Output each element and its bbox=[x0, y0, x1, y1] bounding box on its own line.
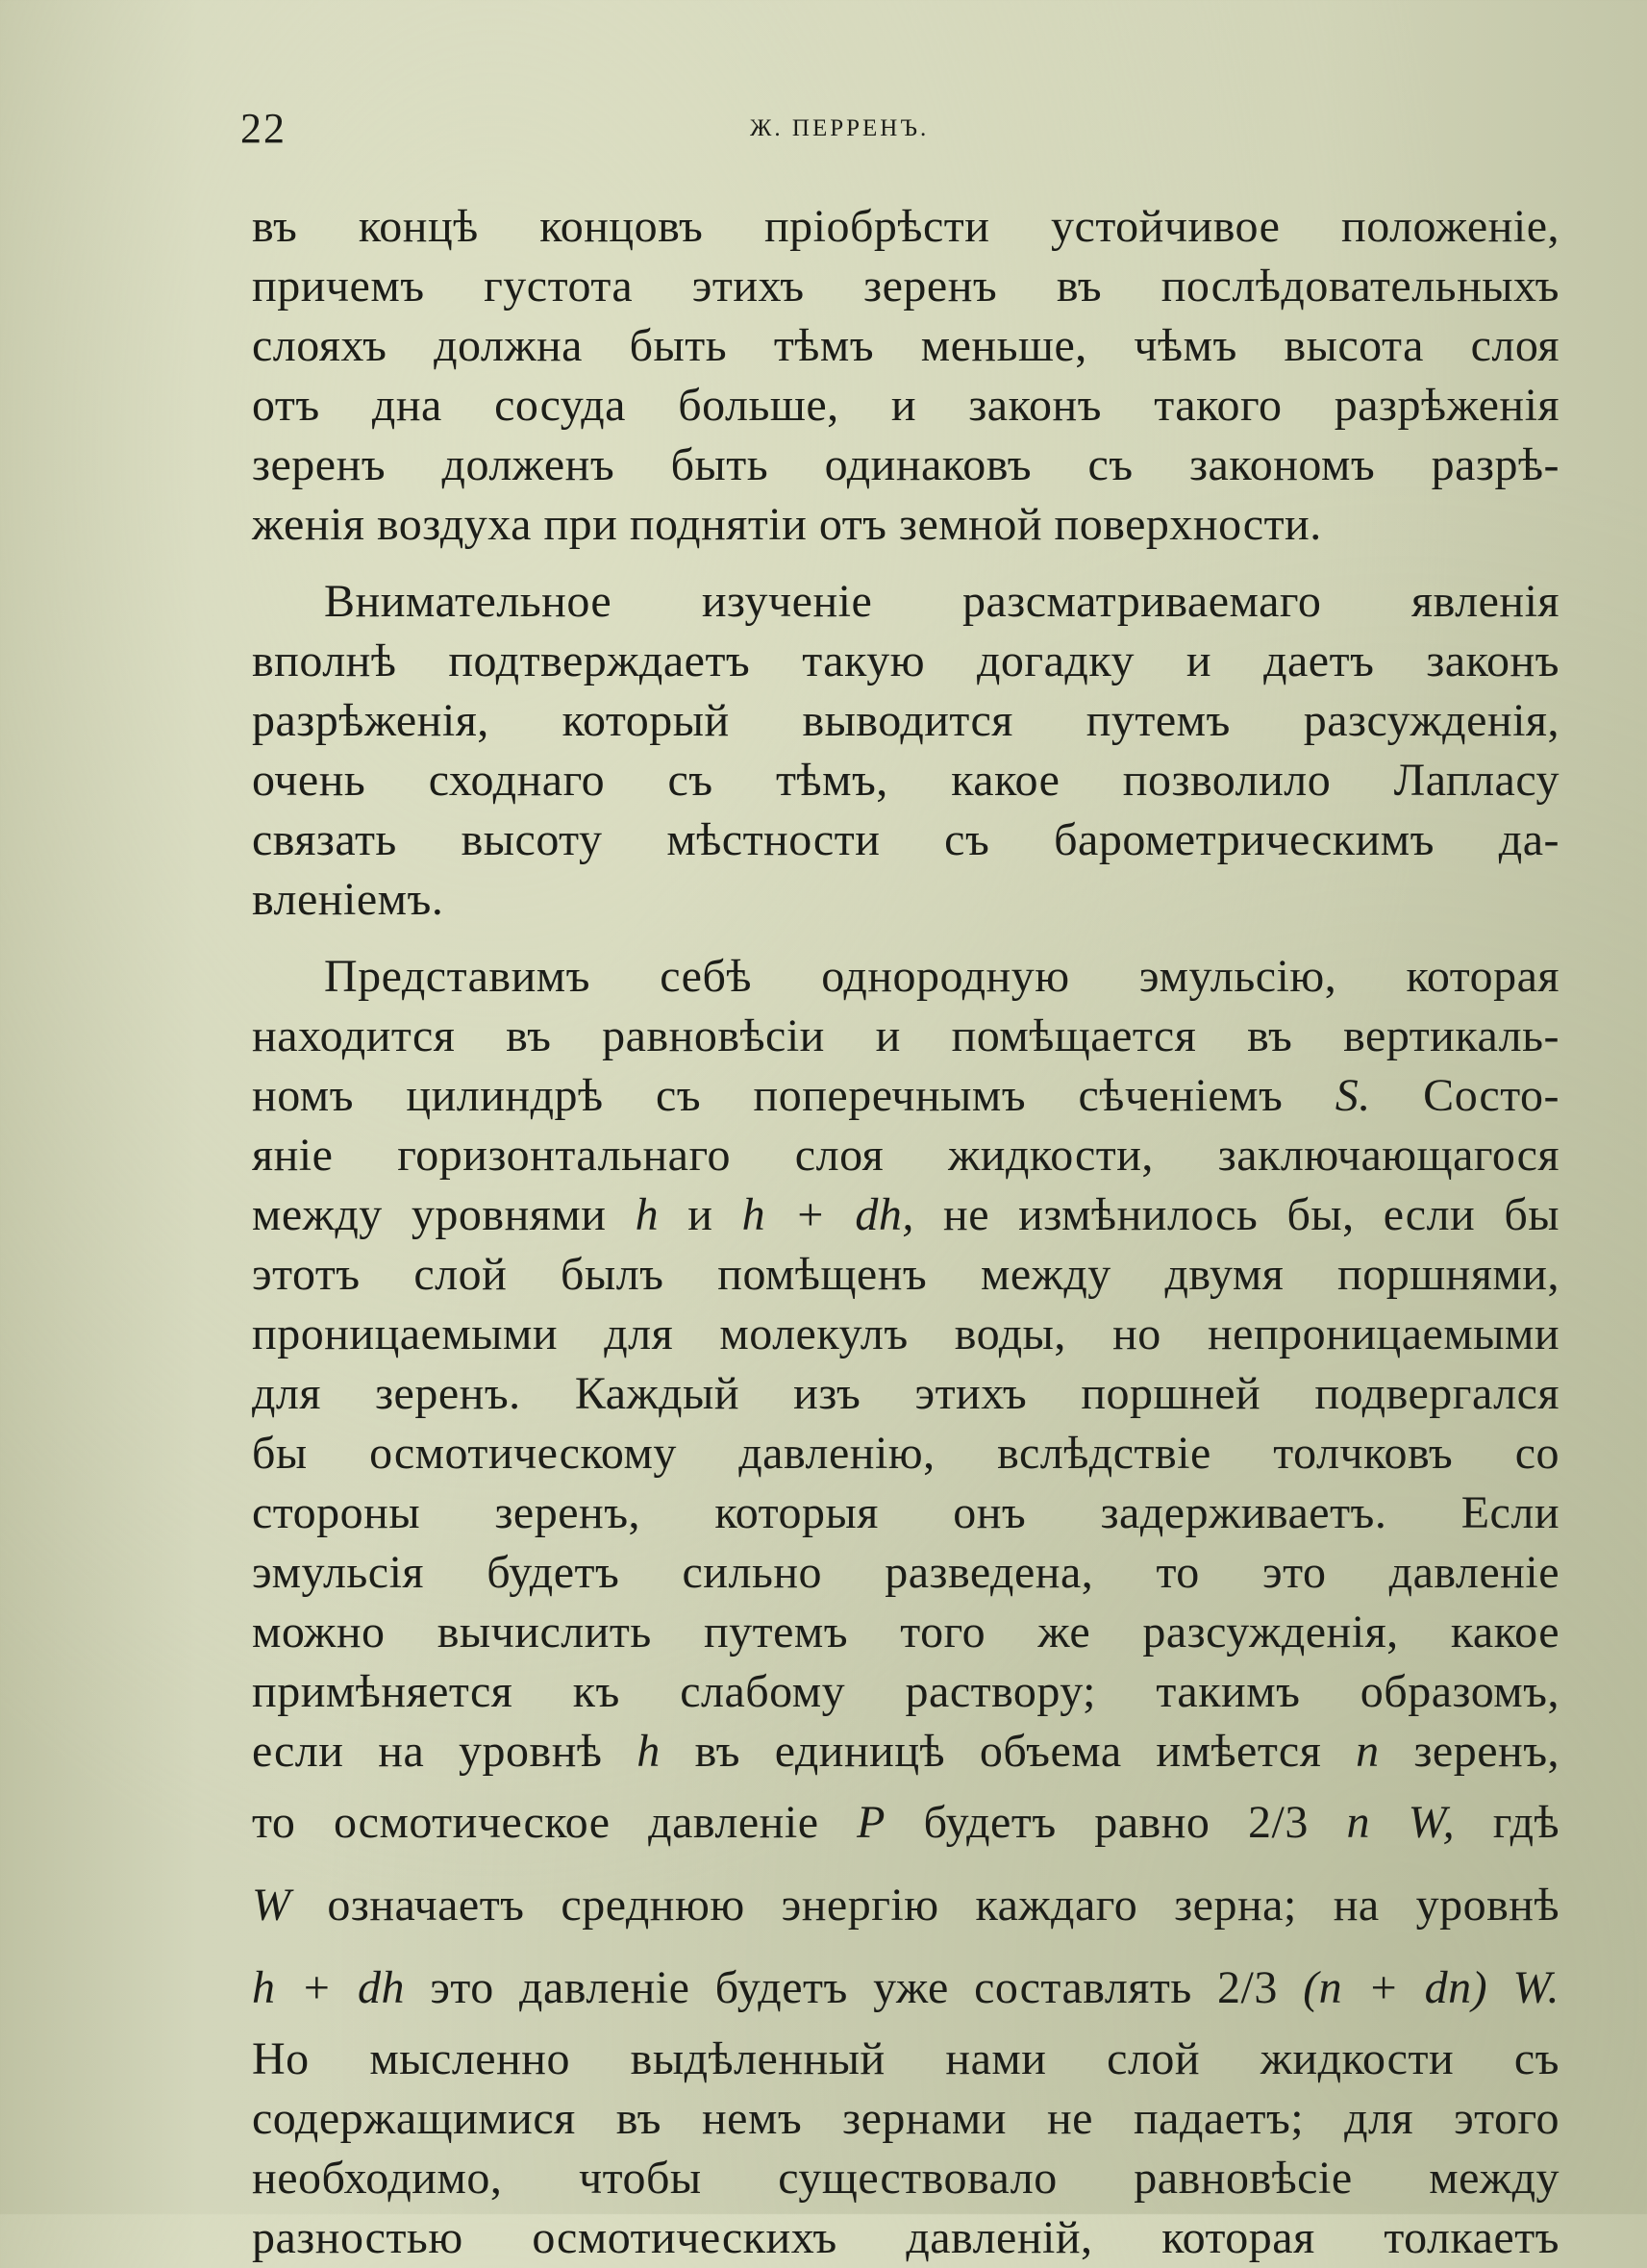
body-text bbox=[252, 197, 1560, 2268]
text-line: содержащимися въ немъ зернами не падаетъ; для этого bbox=[252, 2093, 1560, 2144]
math-variable: h bbox=[635, 1189, 660, 1240]
text-line: бы осмотическому давленію, вслѣдствіе толчковъ со bbox=[252, 1428, 1560, 1479]
text-segment: въ единицѣ объема имѣется bbox=[694, 1726, 1322, 1777]
text-line bbox=[252, 1066, 1560, 1126]
text-line: необходимо, чтобы существовало равновѣсіе между bbox=[252, 2153, 1560, 2204]
text-line bbox=[252, 1947, 1560, 2030]
text-segment: гдѣ bbox=[1492, 1797, 1560, 1848]
text-line: стороны зеренъ, которыя онъ задерживаетъ. Если bbox=[252, 1487, 1560, 1538]
text-line: отъ дна сосуда больше, и законъ такого разрѣженія bbox=[252, 380, 1560, 431]
text-segment: будетъ равно bbox=[923, 1797, 1210, 1848]
text-line: находится въ равновѣсіи и помѣщается въ вертикаль- bbox=[252, 1010, 1560, 1061]
text-line: слояхъ должна быть тѣмъ меньше, чѣмъ высота слоя bbox=[252, 320, 1560, 371]
text-segment: если на уровнѣ bbox=[252, 1726, 603, 1777]
text-segment: не измѣнилось бы, если бы bbox=[943, 1189, 1560, 1240]
text-line: эмульсія будетъ сильно разведена, то это давленіе bbox=[252, 1547, 1560, 1598]
text-line bbox=[252, 1185, 1560, 1245]
text-line: для зеренъ. Каждый изъ этихъ поршней подвергался bbox=[252, 1368, 1560, 1419]
text-line: яніе горизонтальнаго слоя жидкости, заключающагося bbox=[252, 1130, 1560, 1181]
paragraph-gap bbox=[252, 555, 1560, 572]
math-variable: W bbox=[252, 1880, 291, 1931]
text-segment: то осмотическое давленіе bbox=[252, 1797, 819, 1848]
paragraph-3 bbox=[252, 947, 1560, 2268]
text-line: разностью осмотическихъ давленій, которая толкаетъ bbox=[252, 2212, 1560, 2263]
text-line: причемъ густота этихъ зеренъ въ послѣдовательныхъ bbox=[252, 261, 1560, 312]
math-variable: h bbox=[636, 1726, 661, 1777]
text-line: примѣняется къ слабому раствору; такимъ образомъ, bbox=[252, 1666, 1560, 1717]
text-segment: между уровнями bbox=[252, 1189, 607, 1240]
text-line: Внимательное изученіе разсматриваемаго явленія bbox=[324, 576, 1560, 627]
text-line: зеренъ долженъ быть одинаковъ съ закономъ разрѣ- bbox=[252, 439, 1560, 490]
page-header bbox=[240, 104, 1558, 162]
text-line: вленіемъ. bbox=[252, 874, 444, 925]
text-line: связать высоту мѣстности съ барометрическимъ да- bbox=[252, 814, 1560, 865]
text-line: разрѣженія, который выводится путемъ разсужденія, bbox=[252, 695, 1560, 746]
math-expression: h + dh, bbox=[741, 1189, 914, 1240]
paragraph-gap bbox=[252, 930, 1560, 947]
math-variable: P bbox=[857, 1797, 886, 1848]
math-variable: n bbox=[1356, 1726, 1380, 1777]
text-line: Представимъ себѣ однородную эмульсію, которая bbox=[324, 951, 1560, 1002]
text-line: Но мысленно выдѣленный нами слой жидкости съ bbox=[252, 2033, 1560, 2084]
text-line: въ концѣ концовъ пріобрѣсти устойчивое положеніе, bbox=[252, 201, 1560, 252]
text-segment: номъ цилиндрѣ съ поперечнымъ сѣченіемъ bbox=[252, 1070, 1284, 1121]
paragraph-1 bbox=[252, 197, 1560, 555]
paragraph-2 bbox=[252, 572, 1560, 930]
text-line: вполнѣ подтверждаетъ такую догадку и даетъ законъ bbox=[252, 636, 1560, 686]
text-segment: и bbox=[687, 1189, 713, 1240]
text-segment: Состо- bbox=[1423, 1070, 1560, 1121]
text-line bbox=[252, 1722, 1560, 1782]
text-line: женія воздуха при поднятіи отъ земной поверхности. bbox=[252, 499, 1322, 550]
text-segment: это давленіе будетъ уже составлять bbox=[430, 1962, 1192, 2013]
text-line: этотъ слой былъ помѣщенъ между двумя поршнями, bbox=[252, 1249, 1560, 1300]
math-variable: S. bbox=[1335, 1070, 1371, 1121]
math-expression: n W, bbox=[1346, 1797, 1456, 1848]
math-expression: (n + dn) W. bbox=[1303, 1962, 1560, 2013]
math-expression: h + dh bbox=[252, 1962, 405, 2013]
text-line bbox=[252, 1782, 1560, 1864]
math-fraction: 2/3 bbox=[1248, 1797, 1309, 1848]
text-segment: означаетъ среднюю энергію каждаго зерна; на уровнѣ bbox=[327, 1880, 1560, 1931]
text-segment: зеренъ, bbox=[1413, 1726, 1560, 1777]
page-number: 22 bbox=[240, 105, 287, 152]
text-line: проницаемыми для молекулъ воды, но непроницаемыми bbox=[252, 1308, 1560, 1359]
running-head: Ж. ПЕРРЕНЪ. bbox=[750, 115, 930, 141]
text-line: можно вычислить путемъ того же разсужденія, какое bbox=[252, 1607, 1560, 1657]
math-fraction: 2/3 bbox=[1217, 1962, 1278, 2013]
text-line bbox=[252, 1864, 1560, 1947]
text-line: очень сходнаго съ тѣмъ, какое позволило Лапласу bbox=[252, 755, 1560, 806]
